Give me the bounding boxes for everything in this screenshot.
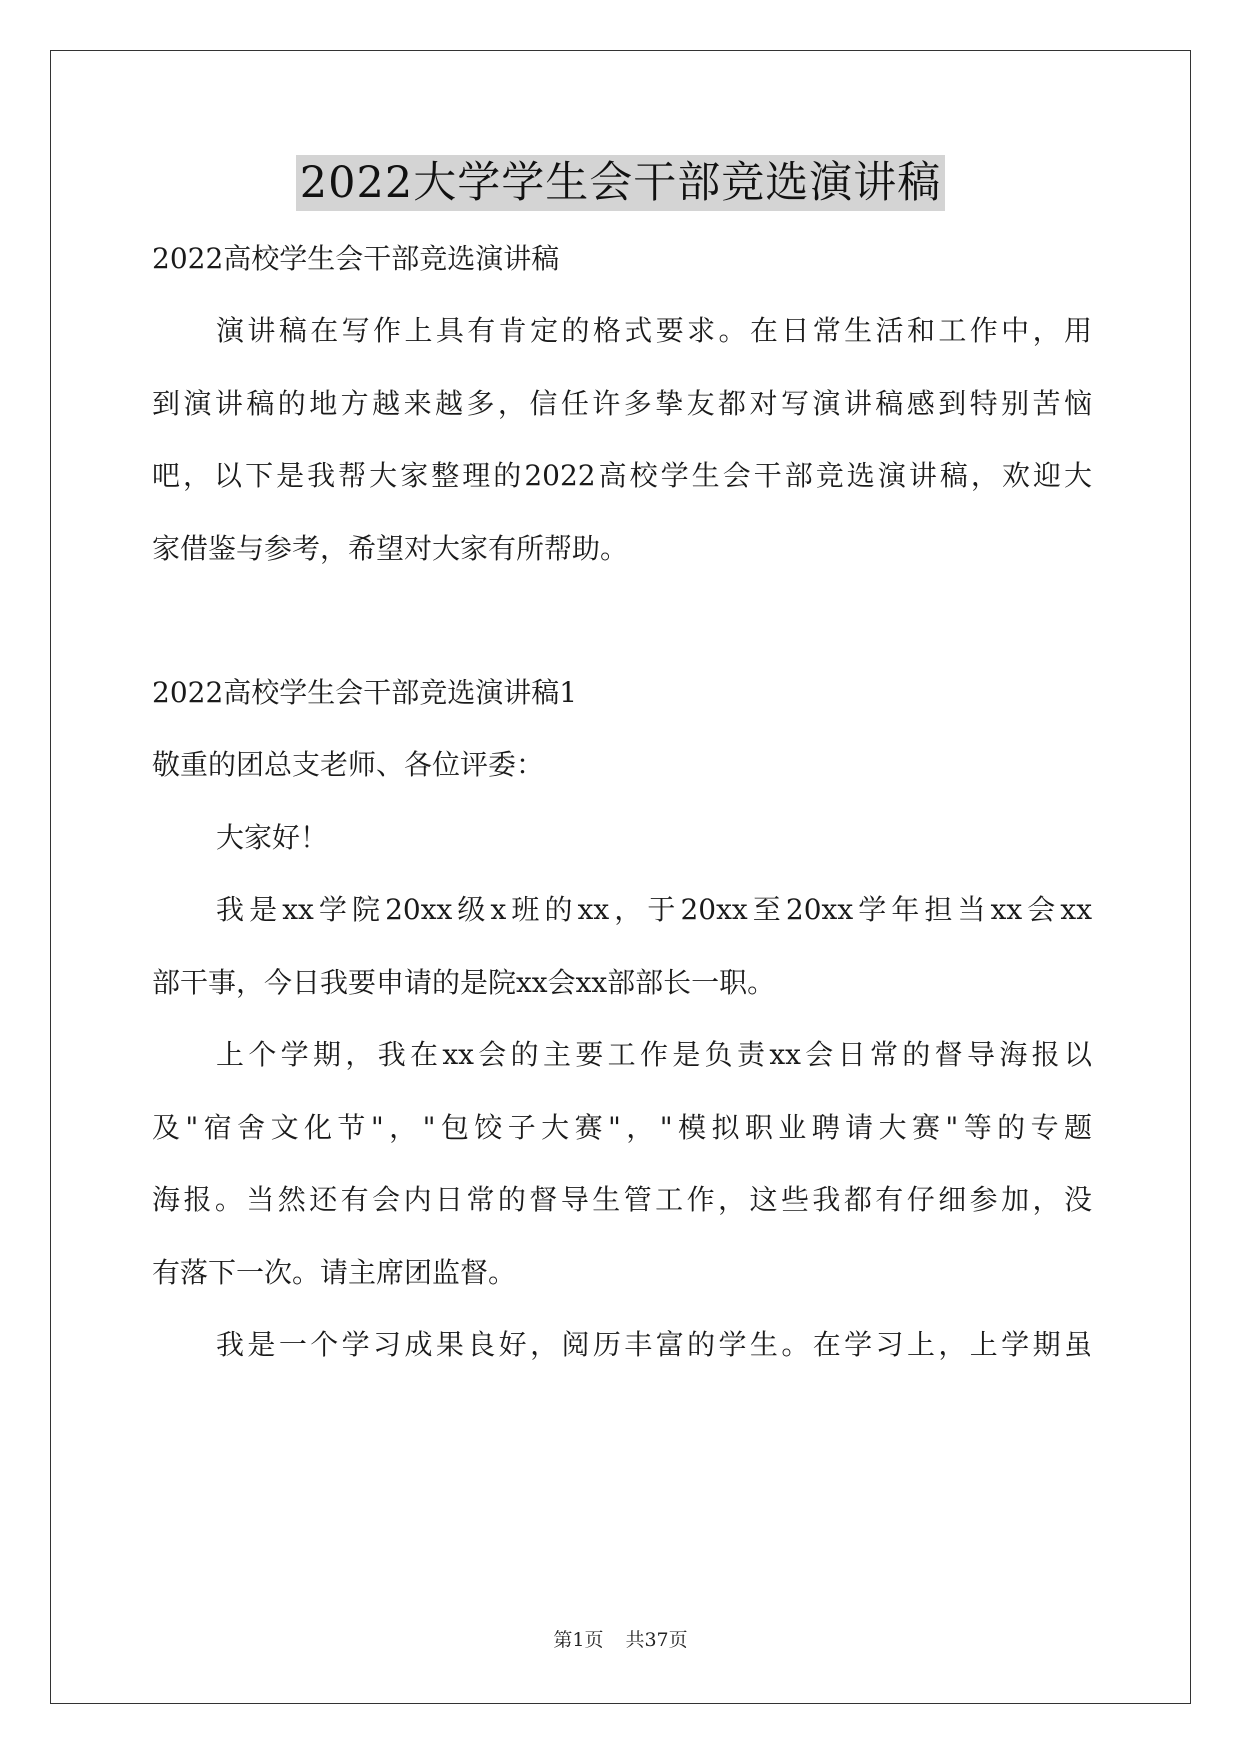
para2-line-4: 有落下一次。请主席团监督。 (152, 1256, 517, 1289)
salutation: 敬重的团总支老师、各位评委： (152, 748, 545, 781)
page-number: 第1页 (553, 1629, 604, 1651)
page-footer (0, 1628, 1241, 1652)
intro-line-4: 家借鉴与参考，希望对大家有所帮助。 (152, 532, 629, 565)
para2-line-2: 及"宿舍文化节"，"包饺子大赛"，"模拟职业聘请大赛"等的专题 (152, 1111, 1092, 1144)
para3-line-1: 我是一个学习成果良好，阅历丰富的学生。在学习上，上学期虽 (216, 1328, 1092, 1361)
intro-line-2: 到演讲稿的地方越来越多，信任许多挚友都对写演讲稿感到特别苦恼 (152, 387, 1092, 420)
para1-line-2: 部干事，今日我要申请的是院xx会xx部部长一职。 (152, 966, 776, 999)
section-heading: 2022高校学生会干部竞选演讲稿1 (152, 676, 578, 709)
para2-line-3: 海报。当然还有会内日常的督导生管工作，这些我都有仔细参加，没 (152, 1183, 1092, 1216)
intro-line-1: 演讲稿在写作上具有肯定的格式要求。在日常生活和工作中，用 (216, 314, 1092, 347)
para1-line-1: 我是xx学院20xx级x班的xx，于20xx至20xx学年担当xx会xx (216, 893, 1092, 926)
page-total: 共37页 (625, 1629, 688, 1651)
greeting: 大家好！ (216, 821, 329, 854)
intro-line-3: 吧，以下是我帮大家整理的2022高校学生会干部竞选演讲稿，欢迎大 (152, 459, 1092, 492)
page-border (50, 50, 1191, 1704)
para2-line-1: 上个学期，我在xx会的主要工作是负责xx会日常的督导海报以 (216, 1038, 1092, 1071)
document-title: 2022大学学生会干部竞选演讲稿 (296, 155, 945, 211)
document-subtitle: 2022高校学生会干部竞选演讲稿 (152, 242, 560, 275)
title-container (0, 155, 1241, 211)
